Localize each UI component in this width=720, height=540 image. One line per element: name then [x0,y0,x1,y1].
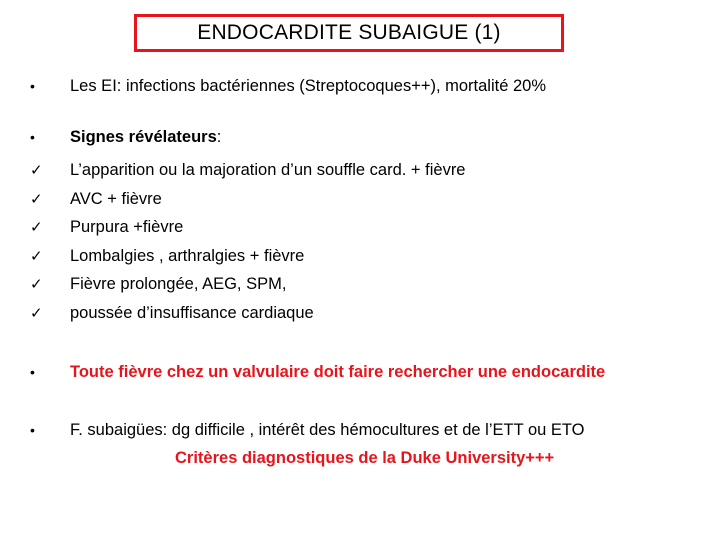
signs-heading: Signes révélateurs [70,127,217,146]
sign-item-text: Purpura +fièvre [70,217,184,236]
bullet-icon: • [30,422,35,438]
bullet-icon: • [30,129,35,145]
signs-heading-colon: : [216,127,222,146]
checkmark-icon: ✓ [30,248,43,265]
checkmark-icon: ✓ [30,219,43,236]
highlight-text: Toute fièvre chez un valvulaire doit faire rechercher une endocardite [70,362,606,381]
highlight-bullet [30,361,605,383]
checkmark-icon: ✓ [30,191,43,208]
sign-item [30,302,314,324]
subacute-bullet [30,419,585,441]
sign-item-text: Fièvre prolongée, AEG, SPM, [70,274,287,293]
sign-item [30,245,304,267]
sign-item-text: poussée d’insuffisance cardiaque [70,303,314,322]
slide-title [134,14,564,52]
sign-item [30,159,465,181]
sign-item [30,216,183,238]
slide-title-text: ENDOCARDITE SUBAIGUE (1) [197,21,501,44]
intro-text: Les EI: infections bactériennes (Streptocoques++), mortalité 20% [70,76,547,95]
sign-item-text: Lombalgies , arthralgies + fièvre [70,246,305,265]
intro-bullet [30,75,546,97]
checkmark-icon: ✓ [30,305,43,322]
bullet-icon: • [30,78,35,94]
checkmark-icon: ✓ [30,162,43,179]
duke-criteria-text: Critères diagnostiques de la Duke University+++ [175,448,555,467]
sign-item-text: AVC + fièvre [70,189,162,208]
subacute-text: F. subaigües: dg difficile , intérêt des hémocultures et de l’ETT ou ETO [70,420,585,439]
checkmark-icon: ✓ [30,276,43,293]
bullet-icon: • [30,364,35,380]
signs-heading-row [30,126,221,148]
sign-item [30,273,286,295]
sign-item-text: L’apparition ou la majoration d’un souffle card. + fièvre [70,160,466,179]
sign-item [30,188,162,210]
